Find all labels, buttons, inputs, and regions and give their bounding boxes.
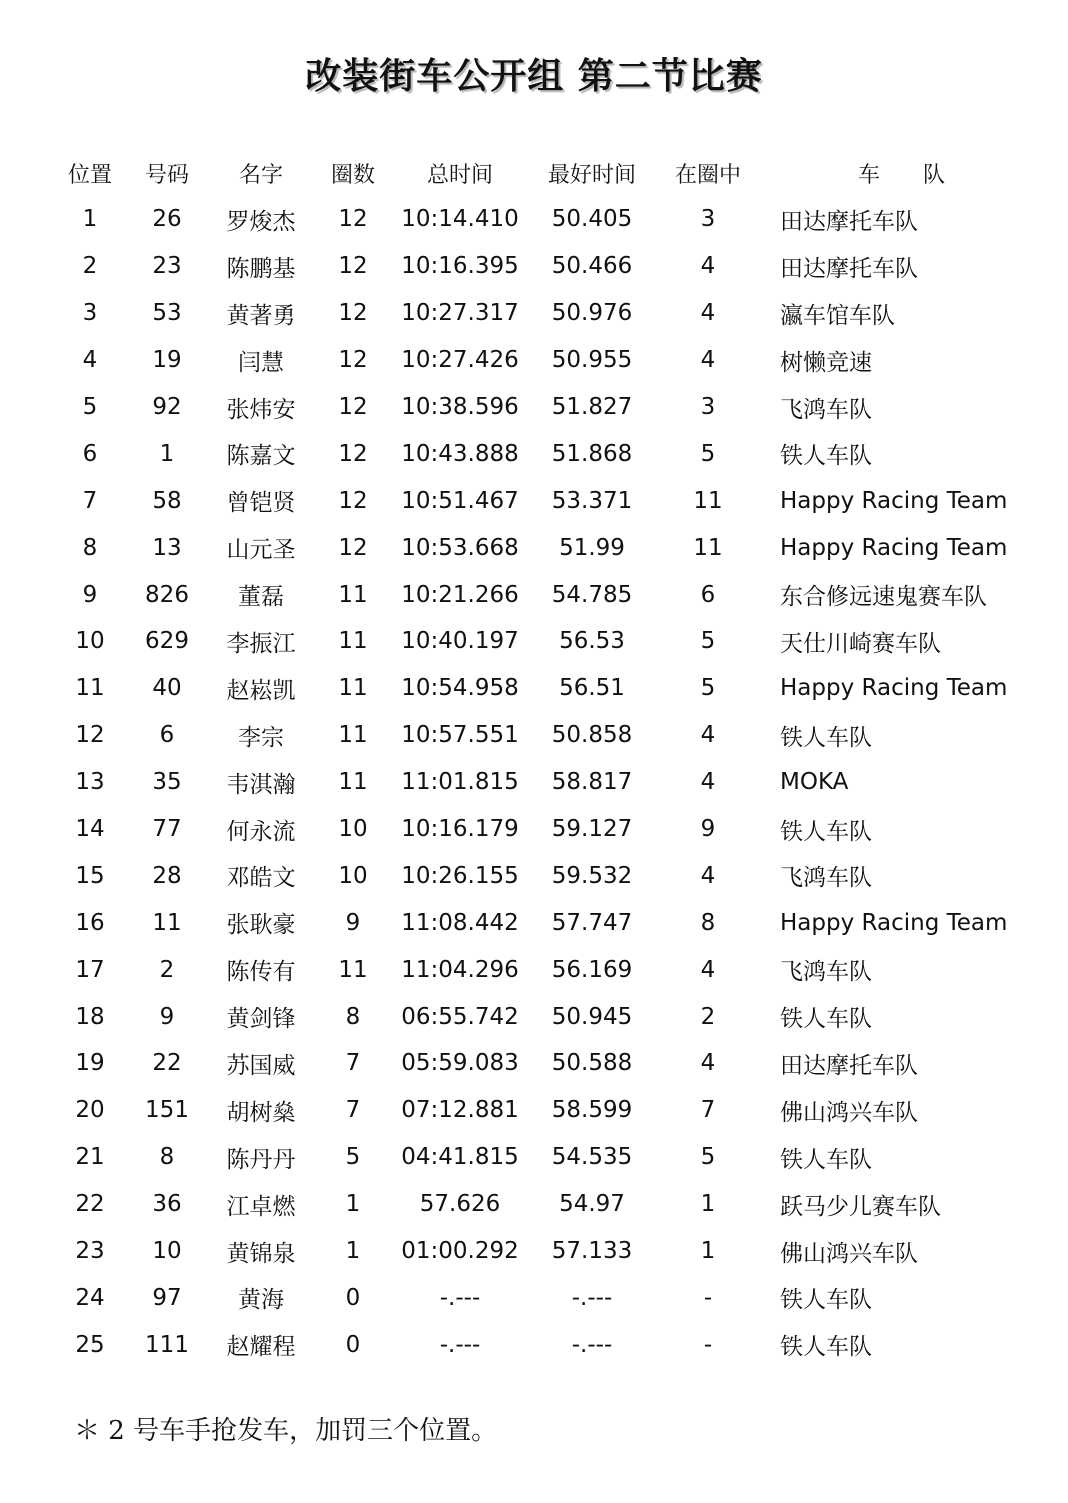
cell-position: 22 (75, 1191, 105, 1218)
cell-total-time: 10:40.197 (401, 628, 519, 655)
cell-team: 天仕川崎赛车队 (780, 630, 941, 657)
cell-number: 26 (152, 206, 182, 233)
table-header-row (52, 150, 1032, 196)
table-row (52, 477, 1032, 524)
cell-team: 田达摩托车队 (780, 255, 918, 282)
cell-laps: 0 (345, 1331, 361, 1358)
cell-number: 36 (152, 1191, 182, 1218)
cell-number: 10 (152, 1238, 182, 1265)
cell-best-time: 59.127 (551, 816, 633, 843)
table-row (52, 993, 1032, 1040)
cell-best-time: 59.532 (551, 862, 633, 889)
table-row (52, 1228, 1032, 1275)
results-table (52, 150, 1032, 1368)
cell-best-lap: 9 (700, 816, 716, 843)
cell-team: 飞鸿车队 (780, 959, 872, 986)
cell-position: 24 (75, 1284, 105, 1311)
cell-laps: 0 (345, 1284, 361, 1311)
cell-number: 826 (145, 581, 189, 608)
cell-best-time: 57.747 (551, 909, 633, 936)
cell-best-time: 51.827 (551, 394, 633, 420)
cell-team: 铁人车队 (780, 724, 872, 751)
cell-number: 77 (152, 816, 182, 843)
cell-best-lap: 4 (700, 722, 716, 749)
cell-best-time: 53.371 (551, 487, 633, 514)
cell-best-time: 50.466 (551, 253, 633, 280)
cell-best-lap: 4 (700, 253, 716, 280)
cell-name: 何永流 (226, 818, 296, 845)
cell-total-time: 10:54.958 (401, 675, 519, 702)
cell-position: 1 (82, 206, 98, 233)
cell-team: Happy Racing Team (780, 675, 1008, 702)
cell-best-time: 51.868 (551, 440, 633, 467)
cell-position: 7 (82, 487, 98, 514)
cell-best-lap: 11 (693, 534, 723, 561)
cell-number: 40 (152, 675, 182, 702)
cell-total-time: 11:08.442 (401, 909, 519, 936)
cell-position: 16 (75, 909, 105, 936)
cell-total-time: 10:27.317 (401, 300, 519, 327)
cell-number: 28 (152, 862, 182, 889)
cell-name: 董磊 (238, 584, 284, 611)
cell-team: 铁人车队 (780, 443, 872, 470)
cell-laps: 8 (345, 1003, 361, 1030)
cell-total-time: 11:01.815 (401, 769, 519, 796)
cell-team: 飞鸿车队 (780, 865, 872, 892)
cell-position: 12 (75, 722, 105, 749)
cell-team: 佛山鸿兴车队 (780, 1099, 918, 1126)
cell-best-lap: 4 (700, 300, 716, 327)
cell-laps: 11 (338, 628, 368, 655)
cell-number: 23 (152, 253, 182, 280)
cell-name: 赵耀程 (226, 1334, 296, 1361)
cell-number: 2 (159, 956, 175, 983)
cell-name: 胡树燊 (226, 1099, 296, 1126)
cell-name: 黄锦泉 (226, 1240, 296, 1267)
cell-laps: 12 (338, 253, 368, 280)
header-best-time: 最好时间 (547, 162, 636, 188)
cell-name: 黄著勇 (226, 302, 296, 329)
header-name: 名字 (238, 162, 283, 188)
table-row (52, 430, 1032, 477)
cell-best-lap: 4 (700, 956, 716, 983)
cell-team: 瀛车馆车队 (780, 302, 895, 329)
cell-total-time: 11:04.296 (401, 956, 519, 983)
cell-best-lap: 5 (700, 1144, 716, 1171)
cell-best-lap: 11 (693, 487, 723, 514)
cell-laps: 7 (345, 1097, 361, 1124)
cell-laps: 11 (338, 956, 368, 983)
cell-team: 东合修远速鬼赛车队 (780, 584, 987, 611)
header-total-time: 总时间 (426, 162, 493, 188)
cell-team: 铁人车队 (780, 1334, 872, 1361)
table-row (52, 1181, 1032, 1228)
table-row (52, 290, 1032, 337)
cell-total-time: 06:55.742 (401, 1003, 519, 1030)
cell-laps: 11 (338, 722, 368, 749)
cell-laps: 1 (345, 1238, 361, 1265)
cell-laps: 1 (345, 1191, 361, 1218)
cell-best-time: 57.133 (551, 1238, 633, 1265)
cell-best-lap: 7 (700, 1097, 716, 1124)
cell-number: 1 (159, 440, 175, 467)
table-row (52, 571, 1032, 618)
cell-total-time: 10:16.179 (401, 816, 519, 843)
cell-position: 9 (82, 581, 98, 608)
table-row (52, 1321, 1032, 1368)
cell-best-lap: 3 (700, 206, 716, 233)
cell-team: 田达摩托车队 (780, 1052, 918, 1079)
cell-number: 97 (152, 1284, 182, 1311)
table-body (52, 196, 1032, 1368)
cell-best-lap: 4 (700, 347, 716, 374)
cell-best-time: 54.97 (559, 1191, 625, 1218)
cell-best-time: 50.976 (551, 300, 633, 327)
cell-name: 陈鹏基 (226, 255, 296, 282)
cell-number: 13 (152, 534, 182, 561)
cell-position: 11 (75, 675, 105, 702)
cell-laps: 11 (338, 581, 368, 608)
cell-total-time: -.--- (439, 1331, 481, 1358)
cell-best-time: 50.955 (551, 347, 633, 374)
cell-total-time: 10:27.426 (401, 347, 519, 374)
cell-best-time: 50.588 (551, 1050, 633, 1077)
cell-name: 闫慧 (238, 349, 284, 376)
header-position: 位置 (67, 162, 112, 188)
cell-team: 田达摩托车队 (780, 208, 918, 235)
cell-best-lap: 4 (700, 1050, 716, 1077)
cell-team: Happy Racing Team (780, 487, 1008, 514)
cell-position: 2 (82, 253, 98, 280)
cell-team: Happy Racing Team (780, 534, 1008, 561)
cell-best-lap: 1 (700, 1238, 716, 1265)
cell-laps: 12 (338, 347, 368, 374)
table-row (52, 1040, 1032, 1087)
table-row (52, 337, 1032, 384)
cell-position: 8 (82, 534, 98, 561)
cell-name: 山元圣 (226, 537, 296, 564)
cell-name: 韦淇瀚 (226, 771, 296, 798)
table-row (52, 665, 1032, 712)
cell-best-lap: 3 (700, 394, 716, 420)
cell-total-time: 01:00.292 (401, 1238, 519, 1265)
cell-number: 53 (152, 300, 182, 327)
cell-name: 李宗 (238, 724, 284, 751)
header-best-lap: 在圈中 (674, 162, 741, 188)
cell-best-time: 54.785 (551, 581, 633, 608)
cell-best-time: 50.405 (551, 206, 633, 233)
cell-position: 14 (75, 816, 105, 843)
cell-name: 张耿豪 (226, 912, 296, 939)
cell-best-time: -.--- (571, 1284, 613, 1311)
cell-position: 3 (82, 300, 98, 327)
cell-total-time: 10:57.551 (401, 722, 519, 749)
header-number: 号码 (144, 162, 189, 188)
table-row (52, 524, 1032, 571)
cell-position: 13 (75, 769, 105, 796)
cell-number: 92 (152, 394, 182, 420)
cell-total-time: 57.626 (419, 1191, 501, 1218)
table-row (52, 899, 1032, 946)
cell-name: 黄剑锋 (226, 1006, 296, 1033)
cell-best-lap: 2 (700, 1003, 716, 1030)
table-row (52, 1274, 1032, 1321)
header-laps: 圈数 (330, 162, 375, 188)
cell-laps: 12 (338, 440, 368, 467)
cell-total-time: 10:53.668 (401, 534, 519, 561)
cell-name: 陈嘉文 (226, 443, 296, 470)
table-row (52, 243, 1032, 290)
cell-name: 陈丹丹 (226, 1146, 296, 1173)
cell-best-lap: - (703, 1331, 713, 1358)
cell-name: 张炜安 (226, 396, 296, 423)
cell-total-time: 10:21.266 (401, 581, 519, 608)
cell-laps: 12 (338, 534, 368, 561)
cell-best-time: 56.53 (559, 628, 625, 655)
cell-total-time: 10:51.467 (401, 487, 519, 514)
cell-best-lap: 5 (700, 675, 716, 702)
cell-name: 赵崧凯 (226, 677, 296, 704)
cell-name: 李振江 (226, 630, 296, 657)
cell-laps: 11 (338, 769, 368, 796)
cell-team: Happy Racing Team (780, 909, 1008, 936)
table-row (52, 852, 1032, 899)
cell-number: 58 (152, 487, 182, 514)
cell-best-lap: 1 (700, 1191, 716, 1218)
cell-name: 江卓燃 (226, 1193, 296, 1220)
cell-total-time: 10:14.410 (401, 206, 519, 233)
cell-team: 铁人车队 (780, 1146, 872, 1173)
cell-best-time: 56.169 (551, 956, 633, 983)
cell-best-lap: 5 (700, 440, 716, 467)
cell-total-time: 10:43.888 (401, 440, 519, 467)
cell-best-time: 50.858 (551, 722, 633, 749)
cell-number: 151 (145, 1097, 189, 1124)
table-row (52, 1087, 1032, 1134)
table-row (52, 618, 1032, 665)
table-row (52, 1134, 1032, 1181)
cell-number: 6 (159, 722, 175, 749)
cell-team: 飞鸿车队 (780, 396, 872, 423)
cell-laps: 12 (338, 487, 368, 514)
cell-team: 树懒竞速 (780, 349, 872, 376)
cell-laps: 12 (338, 300, 368, 327)
cell-number: 19 (152, 347, 182, 374)
cell-best-lap: 8 (700, 909, 716, 936)
cell-name: 苏国威 (226, 1052, 296, 1079)
header-team: 车 队 (858, 162, 963, 188)
cell-total-time: -.--- (439, 1284, 481, 1311)
cell-best-lap: 4 (700, 769, 716, 796)
cell-position: 10 (75, 628, 105, 655)
cell-total-time: 07:12.881 (401, 1097, 519, 1124)
cell-best-lap: 4 (700, 862, 716, 889)
cell-number: 629 (145, 628, 189, 655)
cell-number: 22 (152, 1050, 182, 1077)
page-title: 改装街车公开组 第二节比赛 (305, 55, 763, 97)
cell-laps: 11 (338, 675, 368, 702)
cell-position: 6 (82, 440, 98, 467)
cell-name: 曾铠贤 (226, 490, 296, 517)
cell-best-time: 54.535 (551, 1144, 633, 1171)
cell-best-time: 56.51 (559, 675, 625, 702)
cell-laps: 10 (338, 816, 368, 843)
cell-team: 铁人车队 (780, 1006, 872, 1033)
cell-position: 19 (75, 1050, 105, 1077)
table-row (52, 806, 1032, 853)
cell-total-time: 05:59.083 (401, 1050, 519, 1077)
cell-position: 21 (75, 1144, 105, 1171)
cell-name: 罗焌杰 (226, 208, 296, 235)
table-row (52, 384, 1032, 431)
cell-total-time: 04:41.815 (401, 1144, 519, 1171)
table-row (52, 946, 1032, 993)
table-row (52, 196, 1032, 243)
cell-total-time: 10:26.155 (401, 862, 519, 889)
cell-number: 11 (152, 909, 182, 936)
cell-position: 25 (75, 1331, 105, 1358)
cell-position: 17 (75, 956, 105, 983)
cell-position: 18 (75, 1003, 105, 1030)
penalty-note: ＊ 2 号车手抢发车，加罚三个位置。 (74, 1416, 498, 1446)
cell-number: 111 (145, 1331, 189, 1358)
cell-position: 15 (75, 862, 105, 889)
cell-team: 铁人车队 (780, 1287, 872, 1314)
cell-best-time: 58.817 (551, 769, 633, 796)
cell-team: 跃马少儿赛车队 (780, 1193, 941, 1220)
cell-best-time: -.--- (571, 1331, 613, 1358)
cell-laps: 12 (338, 206, 368, 233)
cell-laps: 5 (345, 1144, 361, 1171)
cell-name: 陈传有 (226, 959, 296, 986)
cell-laps: 9 (345, 909, 361, 936)
cell-best-time: 50.945 (551, 1003, 633, 1030)
cell-best-time: 51.99 (559, 534, 625, 561)
table-row (52, 759, 1032, 806)
cell-position: 4 (82, 347, 98, 374)
cell-name: 邓皓文 (226, 865, 296, 892)
table-row (52, 712, 1032, 759)
cell-total-time: 10:38.596 (401, 394, 519, 420)
cell-laps: 12 (338, 394, 368, 420)
cell-position: 5 (82, 394, 98, 420)
cell-number: 9 (159, 1003, 175, 1030)
cell-best-time: 58.599 (551, 1097, 633, 1124)
cell-position: 20 (75, 1097, 105, 1124)
cell-number: 8 (159, 1144, 175, 1171)
cell-team: MOKA (780, 769, 849, 796)
cell-best-lap: - (703, 1284, 713, 1311)
cell-name: 黄海 (238, 1287, 284, 1314)
cell-total-time: 10:16.395 (401, 253, 519, 280)
cell-team: 佛山鸿兴车队 (780, 1240, 918, 1267)
cell-laps: 7 (345, 1050, 361, 1077)
cell-position: 23 (75, 1238, 105, 1265)
cell-team: 铁人车队 (780, 818, 872, 845)
cell-laps: 10 (338, 862, 368, 889)
cell-number: 35 (152, 769, 182, 796)
cell-best-lap: 5 (700, 628, 716, 655)
cell-best-lap: 6 (700, 581, 716, 608)
